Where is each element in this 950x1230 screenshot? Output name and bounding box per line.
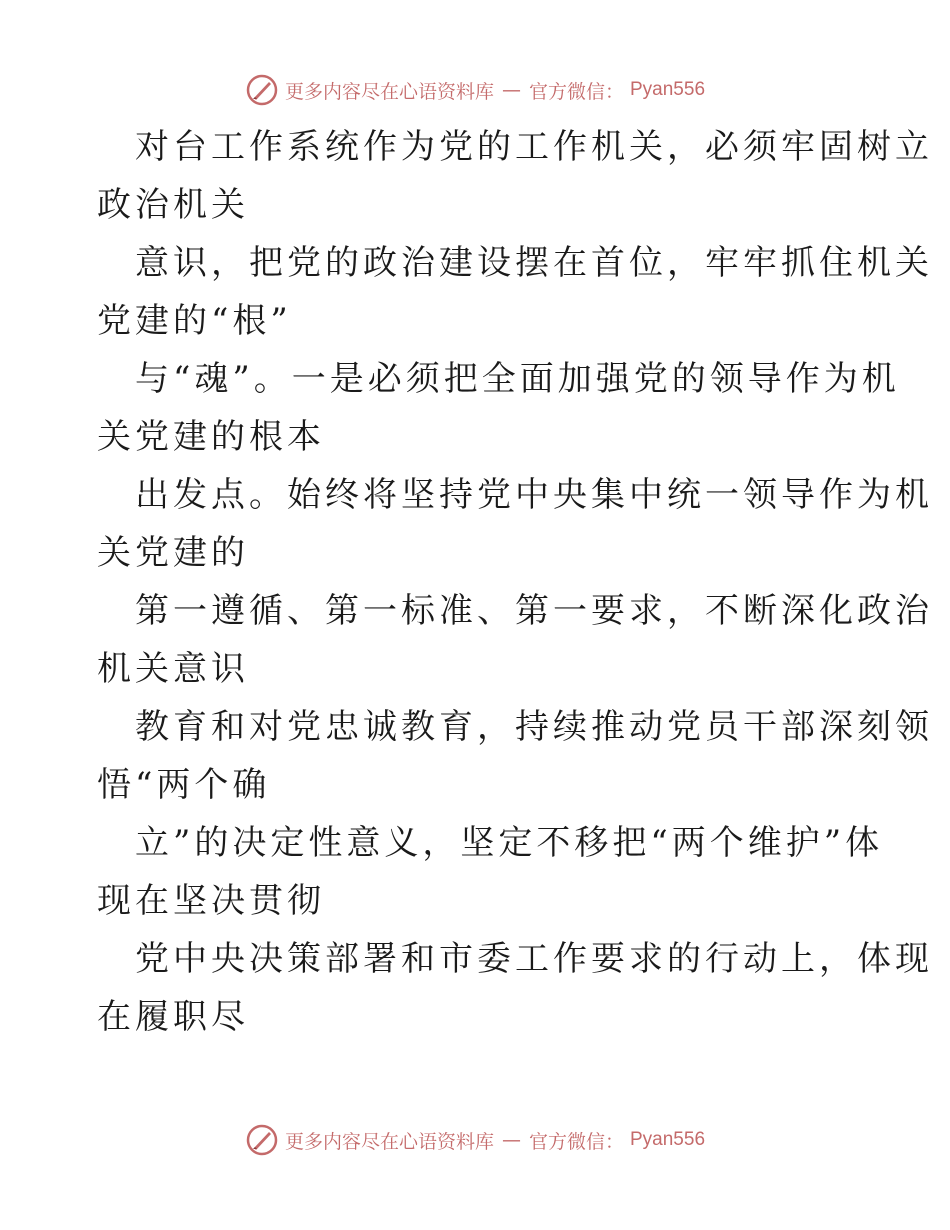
paragraph-5 — [97, 582, 933, 698]
watermark-brand: 更多内容尽在心语资料库 — [284, 80, 494, 103]
footer-watermark — [0, 1120, 950, 1160]
line: 出发点。始终将坚持党中央集中统一领导作为机 — [135, 475, 933, 515]
line-continuation: 关党建的 — [97, 533, 249, 573]
line-continuation: 党建的“根” — [97, 301, 292, 341]
line: 意识，把党的政治建设摆在首位，牢牢抓住机关 — [135, 243, 933, 283]
paragraph-3 — [97, 350, 900, 466]
line: 党中央决策部署和市委工作要求的行动上，体现 — [135, 939, 933, 979]
header-watermark — [0, 70, 950, 110]
watermark-label: 官方微信： — [528, 1130, 624, 1153]
quill-logo-icon — [245, 1123, 279, 1157]
watermark-dash: — — [501, 1129, 521, 1151]
watermark-wechat-id: Pyan556 — [630, 79, 706, 100]
line-continuation: 悟“两个确 — [97, 765, 271, 805]
watermark-dash: — — [501, 79, 521, 101]
paragraph-4 — [97, 466, 933, 582]
paragraph-2 — [97, 234, 933, 350]
line-continuation: 机关意识 — [97, 649, 249, 689]
line-continuation: 在履职尽 — [97, 997, 249, 1037]
watermark-wechat-id: Pyan556 — [630, 1129, 706, 1150]
paragraph-1 — [97, 118, 933, 234]
line: 与“魂”。一是必须把全面加强党的领导作为机 — [135, 359, 900, 399]
line: 立”的决定性意义，坚定不移把“两个维护”体 — [135, 823, 884, 863]
document-body — [97, 118, 933, 1046]
line-continuation: 政治机关 — [97, 185, 249, 225]
line-continuation: 关党建的根本 — [97, 417, 325, 457]
watermark-brand: 更多内容尽在心语资料库 — [284, 1130, 494, 1153]
line-continuation: 现在坚决贯彻 — [97, 881, 325, 921]
line: 第一遵循、第一标准、第一要求，不断深化政治 — [135, 591, 933, 631]
quill-logo-icon — [245, 73, 279, 107]
line: 对台工作系统作为党的工作机关，必须牢固树立 — [135, 127, 933, 167]
watermark-label: 官方微信： — [528, 80, 624, 103]
paragraph-6 — [97, 698, 933, 814]
paragraph-8 — [97, 930, 933, 1046]
line: 教育和对党忠诚教育，持续推动党员干部深刻领 — [135, 707, 933, 747]
paragraph-7 — [97, 814, 884, 930]
